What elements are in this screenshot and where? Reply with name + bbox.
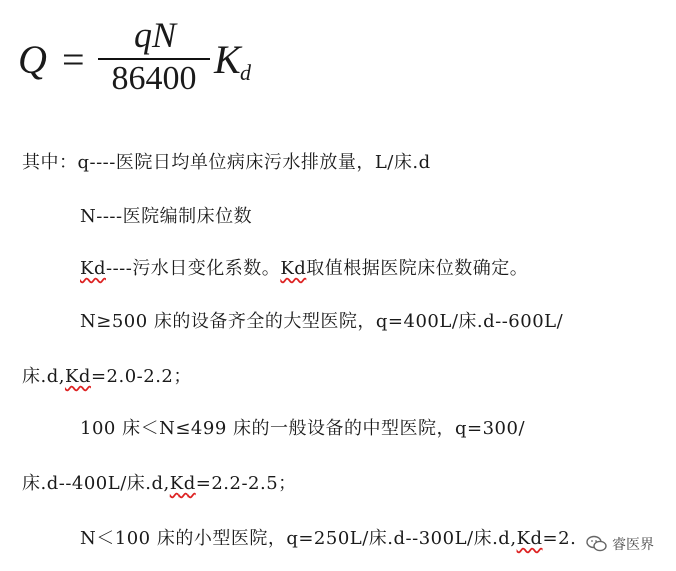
formula-equals: = xyxy=(62,37,85,82)
line-segment: 取值根据医院床位数确定。 xyxy=(306,258,529,279)
kd-term: Kd xyxy=(169,473,196,494)
line-segment: 床.d--400L/床.d, xyxy=(22,473,170,494)
kd-term: Kd xyxy=(64,366,91,387)
line-segment: N----医院编制床位数 xyxy=(80,206,253,227)
flow-formula xyxy=(18,8,318,100)
kd-term: Kd xyxy=(80,258,106,279)
text-line-5 xyxy=(22,362,192,388)
watermark-text: 睿医界 xyxy=(612,537,654,553)
line-segment: =2. xyxy=(542,528,577,549)
text-line-8 xyxy=(80,524,576,550)
kd-term: Kd xyxy=(516,528,543,549)
line-segment: =2.0-2.2； xyxy=(90,366,192,387)
wechat-watermark xyxy=(586,532,654,556)
text-line-3 xyxy=(80,254,528,280)
formula-numerator: qN xyxy=(133,15,176,55)
line-segment: =2.2-2.5； xyxy=(195,473,297,494)
line-segment: N＜100 床的小型医院，q=250L/床.d--300L/床.d, xyxy=(80,528,517,549)
text-line-7 xyxy=(22,469,297,495)
line-segment: ----污水日变化系数。 xyxy=(105,258,281,279)
line-segment: 床.d, xyxy=(22,366,65,387)
text-line-6 xyxy=(80,414,525,440)
text-line-1 xyxy=(22,148,431,174)
formula-factor: K xyxy=(214,37,241,82)
wechat-icon xyxy=(586,535,608,553)
line-segment: 100 床＜N≤499 床的一般设备的中型医院，q=300/ xyxy=(80,418,526,439)
line-segment: N≥500 床的设备齐全的大型医院，q=400L/床.d--600L/ xyxy=(80,311,564,332)
text-line-4 xyxy=(80,307,563,333)
line-segment: 其中：q----医院日均单位病床污水排放量，L/床.d xyxy=(22,152,431,173)
formula-lhs: Q xyxy=(18,37,47,82)
formula-denominator: 86400 xyxy=(111,60,197,97)
kd-term: Kd xyxy=(280,258,307,279)
text-line-2 xyxy=(80,202,252,228)
formula-factor-subscript: d xyxy=(240,60,251,85)
